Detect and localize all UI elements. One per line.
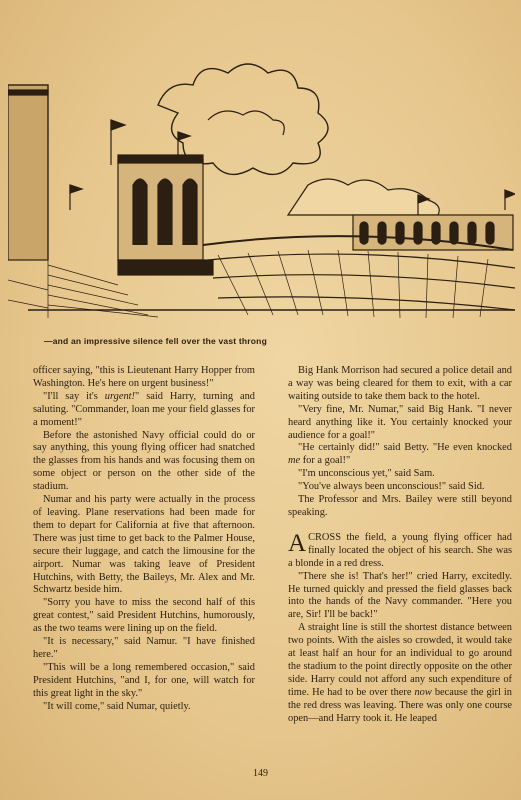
paragraph: "It is necessary," said Namur. "I have finished here."	[33, 636, 255, 660]
paragraph: Big Hank Morrison had secured a police detail and a way was being cleared for them to exit, with a car waiting outside to take them back to the hotel.	[288, 365, 512, 402]
right-text-column	[288, 365, 512, 725]
paragraph: "There she is! That's her!" cried Harry, excitedly. He turned quickly and pressed the field glasses back into the hands of the Navy commander. "Here you are, Sir! I'll be back!"	[288, 570, 512, 621]
paragraph: "He certainly did!" said Betty. "He even knocked me for a goal!"	[288, 442, 512, 467]
page-number: 149	[253, 768, 268, 779]
paragraph: "You've always been unconscious!" said Sid.	[298, 481, 485, 493]
paragraph: "Sorry you have to miss the second half of this great contest," said President Hutchins, humorously, as the two teams were lining up on the field.	[33, 597, 255, 635]
drop-cap: A	[288, 529, 307, 557]
paragraph: Numar and his party were actually in the process of leaving. Plane reservations had been made for them to depart for California at five that afternoon. There was just time to get back to the Palmer House, secure their luggage, and catch the limousine for the airport. Numar was taking leave of President Hutchins, with Betty, the Baileys, Mr. Alex and Mr. Schwartz beside him.	[33, 494, 255, 596]
section-paragraph: ACROSS the field, a young flying officer had finally located the object of his search. She was a blonde in a red dress.	[288, 529, 512, 569]
paragraph: Before the astonished Navy official could do or say anything, this young flying officer had snatched the glasses from his hands and was focusing them on some object or person on the other side of the stadium.	[33, 429, 255, 493]
paragraph: "It will come," said Numar, quietly.	[43, 700, 191, 712]
paragraph: "Very fine, Mr. Numar," said Big Hank. "I never heard anything like it. You certainly knocked your audience for a goal!"	[288, 403, 512, 441]
paragraph: "This will be a long remembered occasion," said President Hutchins, "and I, for one, will watch for this great light in the sky."	[33, 661, 255, 699]
paragraph: The Professor and Mrs. Bailey were still beyond speaking.	[288, 494, 512, 518]
left-text-column	[33, 365, 255, 713]
stadium-illustration	[8, 10, 515, 318]
illustration-caption: —and an impressive silence fell over the vast throng	[44, 336, 267, 346]
paragraph: officer saying, "this is Lieutenant Harry Hopper from Washington. He's here on urgent business!"	[33, 365, 255, 389]
paragraph: "I'm unconscious yet," said Sam.	[298, 468, 435, 480]
paragraph: "I'll say it's urgent!" said Harry, turning and saluting. "Commander, loan me your field glasses for a moment!"	[33, 390, 255, 428]
paragraph: A straight line is still the shortest distance between two points. With the aisles so crowded, it would take at least half an hour for an individual to go around the stadium to the point directly opposite on the other side. Harry could not afford any such expenditure of time. He had to be over there now because the girl in the red dress was leaving. There was only one course open—and Harry took it. He leaped	[288, 622, 512, 724]
